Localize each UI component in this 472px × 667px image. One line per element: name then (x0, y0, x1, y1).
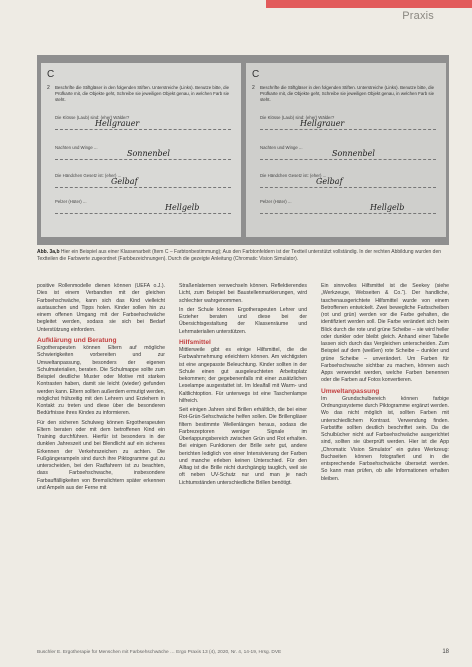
paragraph: Mittlerweile gibt es einige Hilfsmittel, die die Farbwahrnehmung erleichtern können. Am wichtigsten ist eine angepasste Beleuchtung. Kinder sollten in der Schule einen gut ausgeleuchteten Arbeitsplatz bekommen; der gegebenenfalls mit einer zusätzlichen Leselampe ausgestattet ist. Im Idealfall mit Warm- und Kaltlichtoption. Für unterwegs ist eine Taschenlampe hilfreich. (179, 347, 307, 404)
paragraph: In der Schule können Ergotherapeuten Lehrer und Erzieher beraten und diese bei der Übersichtsgestaltung der Klassenräume und Lehrmaterialien unterstützen. (179, 306, 307, 335)
handwritten-answer: Hellgrauer (300, 119, 345, 128)
answer-line (260, 199, 436, 229)
paragraph: Ergotherapeuten können Eltern auf mögliche Schwierigkeiten vorbereiten und zur Umweltanpassung, besonders der eigenen Schulmaterialien, beraten. Die Schulmappe sollte zum Beispiel deutliche Muster oder Motive mit starken Kontrasten haben, damit sie leicht (wieder) gefunden werden kann. Eltern sollten außerdem ermutigt werden, möglichst frühzeitig mit den Lehrern und Erziehern in Kontakt zu treten und diese über die besonderen Bedürfnisse ihres Kindes zu informieren. (37, 345, 165, 417)
paragraph: Seit einigen Jahren sind Brillen erhältlich, die bei einer Rot-Grün-Sehschwäche helfen sollen. Die Brillengläser filtern bestimmte Wellenlängen heraus, sodass die Farbrezeptoren weniger Signale im Überlappungsbereich zwischen Grün und Rot erhalten. Bei einigen Funktionen der Brille sehr gut, andere berichten lediglich von einer Intensivierung der Farben und manche erleben keinen Unterschied. Für den Alltag ist die Brille nicht durchgängig tauglich, weil sie oft neben UV-Schutz nur und man je nach Lichtumständen unterschiedliche Brillen benötigt. (179, 407, 307, 486)
header-accent-bar (266, 0, 472, 8)
answer-label: Pelzer (Hüter) ... (260, 199, 292, 204)
paragraph: Für den sicheren Schulweg können Ergotherapeuten Eltern beraten oder mit dem betroffenen Kind ein Training durchführen. Hierfür ist besonders in der dunklen Jahreszeit und bei Blendlicht auf ein sicheres Erkennen der Verkehrszeichen zu achten. Die Fußgängerampeln sind durch ihre Piktogramme gut zu unterscheiden, bei den Radfahrern ist zu beachten, dass Farbsehschwache, insbesondere Farbauffälligkeiten von Bremslichtern später erkennen und Ampeln aus der Ferne mit (37, 419, 165, 491)
handwritten-answer: Hellgelb (370, 203, 405, 212)
section-heading: Aufklärung und Beratung (37, 336, 117, 344)
paragraph: Ein sinnvolles Hilfsmittel ist die Seekey (siehe „Werkzeuge, Webseiten & Co.“). Der handliche, taschenausgerichtete Hilfsmittel wurde von einem Betroffenen entwickelt. Zwei bewegliche Farbscheiben (rot und grün) werden vor die Farbe gehalten, die identifiziert werden soll. Die Farbe verändert sich beim Blick durch die rote und grüne Scheibe – sie wird heller oder dunkler oder bleibt gleich. Anhand einer Tabelle lassen sich durch das Vergleichen unterscheiden. Zum Beispiel auf dem (weißen) rote Scheibe – dunkler und grüne Scheibe – unverändert. Um Farben für Farbsehschwache sichtbar zu machen, können auch Apps verwendet werden, welche Farben benennen oder die Farben auf Fotos konvertieren. (321, 283, 449, 384)
item-number: 2 (252, 85, 255, 91)
handwritten-answer: Gelbaf (316, 177, 343, 186)
item-number: 2 (47, 85, 50, 91)
answer-label: Die Händchen Gesetz ist: (eher) ... (260, 173, 327, 178)
figure-caption (37, 249, 449, 263)
worksheet-instruction (252, 85, 440, 104)
instruction-text: Beschrifte die Stiftgläser in den folgenden Stiften. Unterstreiche (Links). Benutze bitte, die Prüfkarte mit, die Objekte geht, Schreibe sie jeweiligen Objekt genau, in welchen Farb sie steht. (55, 85, 230, 103)
handwritten-answer: Sonnenbel (127, 149, 170, 158)
paragraph: Straßenlaternen verwechseln können. Reflektierendes Licht, zum Beispiel bei Baustellenmarkierungen, wird schlechter wahrgenommen. (179, 283, 307, 304)
handwritten-answer: Hellgelb (165, 203, 200, 212)
worksheet-panel-original (41, 63, 241, 237)
answer-label: Nachten und Winge ... (260, 145, 303, 150)
handwritten-answer: Gelbaf (111, 177, 138, 186)
panel-letter: C (47, 69, 55, 80)
section-heading: Hilfsmittel (179, 338, 211, 346)
section-title: Praxis (402, 10, 434, 22)
panel-letter: C (252, 69, 260, 80)
page-number: 18 (442, 649, 449, 655)
paragraph: positive Rollenmodelle dienen können (UEFA o.J.). Dies ist einem Verbandten mit der gleichen Farbsehschwäche, kann sich das Kind vielleicht austauschen und Tipps holen. Kinder sollen hin zu einem offenen Umgang mit der Farbsehschwäche begleitet werden, sodass sie sich bei Bedarf Unterstützung einfordern. (37, 283, 165, 333)
answer-line (55, 145, 231, 175)
answer-label: Die Klösse (Laub) sind: (eher) Wälder? (55, 115, 130, 120)
section-heading: Umweltanpassung (321, 387, 380, 395)
figure (37, 55, 449, 245)
answer-label: Pelzer (Hüter) ... (55, 199, 87, 204)
caption-label: Abb. 3a,b (37, 249, 60, 255)
answer-line (260, 145, 436, 175)
text-column-3 (321, 283, 449, 483)
handwritten-answer: Hellgrauer (95, 119, 140, 128)
body-columns (37, 283, 449, 643)
answer-line (260, 115, 436, 145)
worksheet-instruction (47, 85, 235, 104)
page-footer (37, 650, 449, 655)
handwritten-answer: Sonnenbel (332, 149, 375, 158)
answer-label: Die Händchen Gesetz ist: (eher) ... (55, 173, 122, 178)
answer-label: Die Klösse (Laub) sind: (eher) Wälder? (260, 115, 335, 120)
instruction-text: Beschrifte die Stiftgläser in den folgenden Stiften. Unterstreiche (Links). Benutze bitte, die Prüfkarte mit, die Objekte geht, Schreibe sie jeweiligen Objekt genau, in welchen Farb sie steht. (260, 85, 435, 103)
text-column-1 (37, 283, 165, 492)
citation: Buschler E. Ergotherapie für Menschen mit Farbsehschwäche … Ergo Praxis 13 (4), 2020, Nr. 4, 14-19, Hrsg. DVE (37, 650, 282, 655)
answer-line (55, 115, 231, 145)
text-column-2 (179, 283, 307, 487)
paragraph: Im Grundschulbereich können farbige Ordnungssysteme durch Piktogramme ergänzt werden. Wo das nicht möglich ist, sollten Farben mit unterschiedlichem Kontrast. Verwendung finden. Farbstifte sollten deutlich beschriftet sein. Da die Schulbücher nicht auf Farbsehschwäche ausgerichtet sind, sollten sie überprüft werden. Hier ist die App „Chromatic Vision Simulator“ ein gutes Werkzeug: Buchseiten können fotografiert und in die entsprechende Farbsehschwäche übersetzt werden. So kann man prüfen, ob alle Informationen erhalten bleiben. (321, 395, 449, 482)
answer-line (55, 199, 231, 229)
caption-text: Hier ein Beispiel aus einer Klassenarbeit (Item C – Farbtonbestimmung); Aus den Farbtonfeldern ist der Textteil unterstützt vollständig. In der rechten Abbildung wurden den Textteilen die Farbwerte zugeordnet (Farbbezeichnungen). Durch die gezeigte Anleitung (Chromatic Vision Simulator). (37, 249, 442, 262)
worksheet-panel-simulated (246, 63, 446, 237)
answer-label: Nachten und Winge ... (55, 145, 98, 150)
